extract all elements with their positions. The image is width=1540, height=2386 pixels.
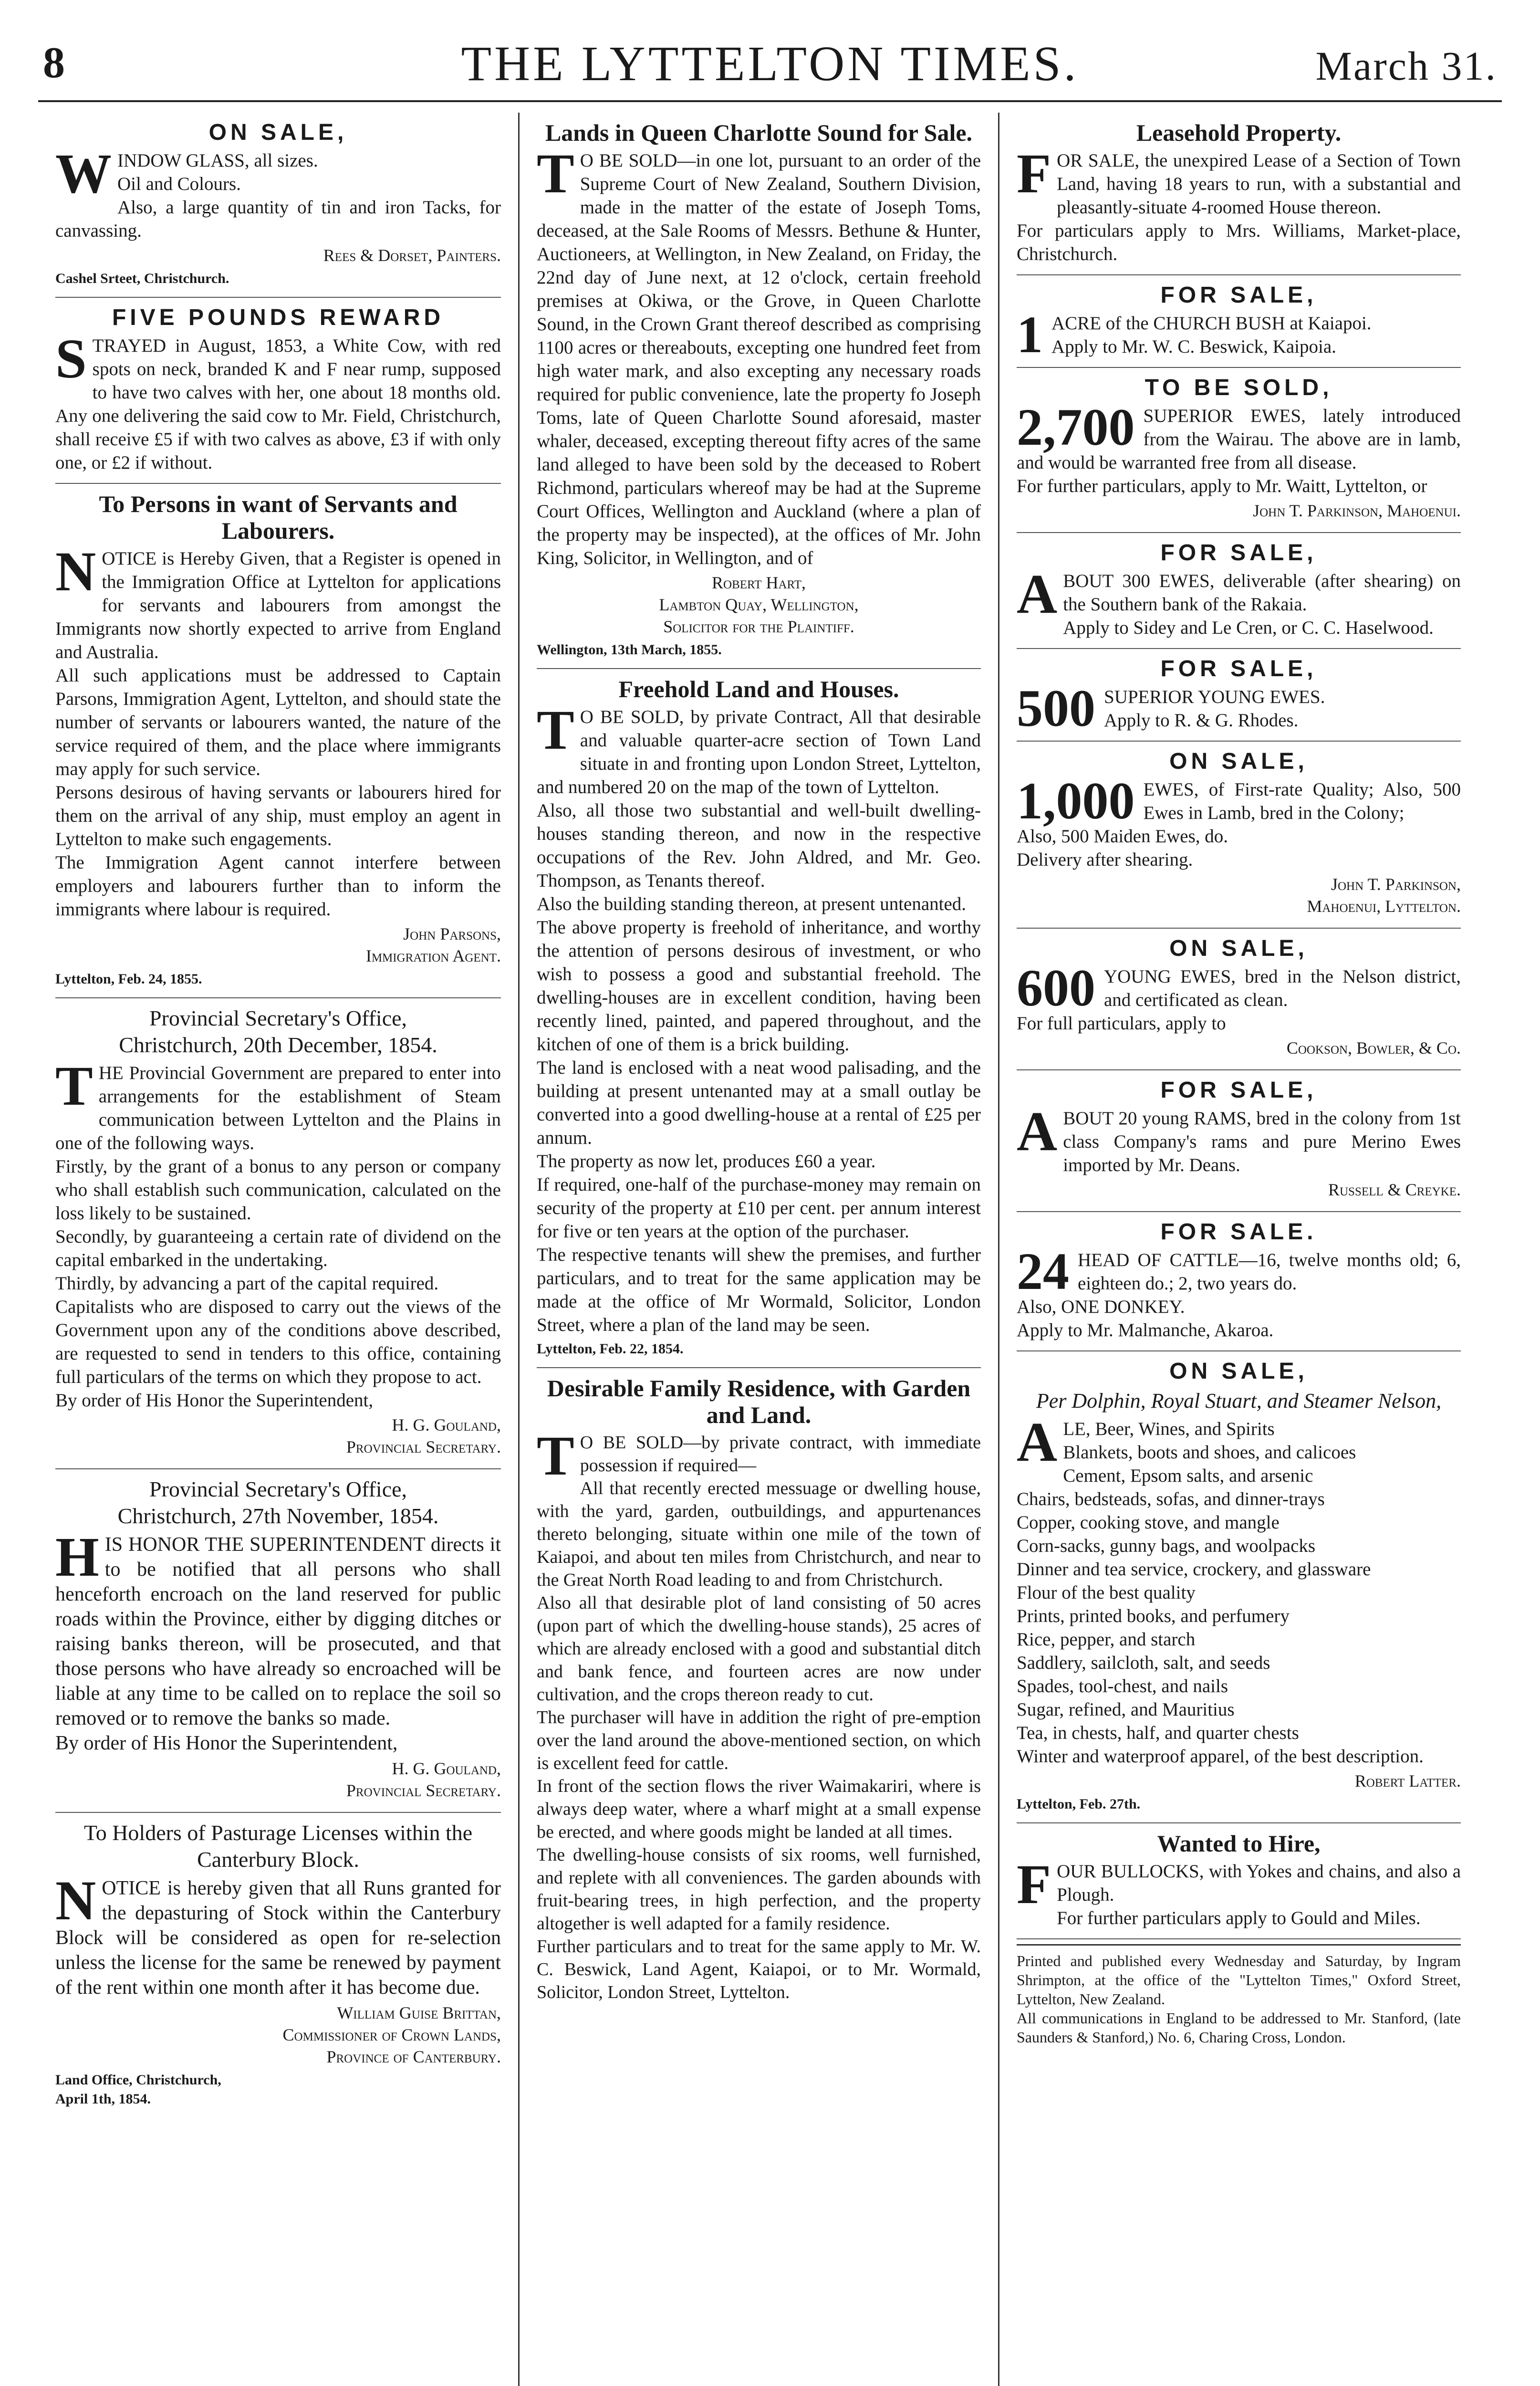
drop-cap: A: [1017, 1411, 1058, 1473]
ad-text: OTICE is Hereby Given, that a Register is opened in the Immigration Office at Lyttelton for applications for servants and labourers from amongst the Immigrants now shortly expected to arrive from England and Australia. All such applications must be addressed to Captain Parsons, Immigration Agent, Lyttelton, and should state the number of servants or labourers wanted, the nature of the service required of them, and the place where immigrants may apply for such service. Persons desirous of having servants or labourers hired for them on the arrival of any ship, must employ an agent in Lyttelton to make such engagements. The Immigration Agent cannot interfere between employers and labourers further than to inform the immigrants where labour is required.: [55, 548, 501, 920]
ad-text: BOUT 20 young RAMS, bred in the colony from 1st class Company's rams and pure Merino Ewes imported by Mr. Deans.: [1063, 1108, 1461, 1175]
ad-heading: Provincial Secretary's Office, Christchurch, 27th November, 1854.: [117, 1477, 439, 1528]
ad-signature: H. G. Gouland, Provincial Secretary.: [346, 1759, 501, 1800]
column-1: [38, 113, 518, 2386]
ad-body: [1017, 959, 1461, 1035]
ad-heading: Lands in Queen Charlotte Sound for Sale.: [545, 119, 973, 146]
ad-body: [1017, 142, 1461, 266]
ad-body: [55, 327, 501, 474]
ad-signature: John T. Parkinson, Mahoenui.: [1253, 501, 1461, 520]
ad-body: [1017, 1242, 1461, 1342]
ad-body: [1017, 398, 1461, 498]
ad-date: Lyttelton, Feb. 27th.: [1017, 1796, 1141, 1812]
ad-text: YOUNG EWES, bred in the Nelson district, and certificated as clean. For full particulars, apply to: [1017, 966, 1461, 1034]
ad-heading: Desirable Family Residence, with Garden and Land.: [547, 1375, 971, 1428]
ad-heading: ON SALE,: [1169, 749, 1308, 774]
ad-text: O BE SOLD—in one lot, pursuant to an order of the Supreme Court of New Zealand, Southern Division, made in the matter of the estate of Joseph Toms, deceased, at the Sale Rooms of Messrs. Bethune & Hunter, Auctioneers, at Wellington, in New Zealand, on Friday, the 22nd day of June next, at 12 o'clock, certain freehold premises at Okiwa, or the Grove, in Queen Charlotte Sound, in the Crown Grant thereof described as comprising 1100 acres or thereabouts, excepting one hundred feet from high water mark, and also excepting any necessary roads required for public convenience, late the property fo Joseph Toms, late of Queen Charlotte Sound aforesaid, master whaler, deceased, excepting thereout fifty acres of the same land alleged to have been sold by the deceased to Robert Richmond, particulars whereof may be had at the Supreme Court Offices, Wellington and Auckland (where a plan of the property may be inspected), at the offices of Mr. John King, Solicitor, in Wellington, and of: [537, 150, 981, 568]
column-3: [998, 113, 1478, 2386]
drop-cap: T: [537, 142, 574, 205]
ad-stores: [1017, 1351, 1461, 1823]
ad-body: [55, 1869, 501, 2000]
newspaper-title: THE LYTTELTON TIMES.: [461, 36, 1079, 91]
drop-cap: N: [55, 1869, 96, 1932]
ad-body: [1017, 772, 1461, 871]
ad-reward: [55, 298, 501, 484]
ad-body: [55, 1526, 501, 1756]
ad-body: [537, 699, 981, 1337]
ad-signature: Russell & Creyke.: [1328, 1180, 1461, 1199]
ad-text: SUPERIOR YOUNG EWES. Apply to R. & G. Rhodes.: [1104, 687, 1325, 731]
ad-body: [55, 142, 501, 242]
ad-text: OTICE is hereby given that all Runs granted for the depasturing of Stock within the Canterbury Block will be considered as open for re-selection unless the license for the same be renewed by payment of the rent within one month after it has become due.: [55, 1877, 501, 1999]
ad-signature: John Parsons, Immigration Agent.: [365, 924, 501, 965]
ad-text: LE, Beer, Wines, and Spirits Blankets, boots and shoes, and calicoes Cement, Epsom salts, and arsenic Chairs, bedsteads, sofas, and dinner-trays Copper, cooking stove, and mangle Corn-sacks, gunny bags, and woolpacks Dinner and tea service, crockery, and glassware Flour of the best quality Prints, printed books, and perfumery Rice, pepper, and starch Saddlery, sailcloth, salt, and seeds Spades, tool-chest, and nails Sugar, refined, and Mauritius Tea, in chests, half, and quarter chests Winter and waterproof apparel, of the best description.: [1017, 1419, 1424, 1767]
ad-young-ewes-600: [1017, 929, 1461, 1070]
ad-date: Land Office, Christchurch, April 1th, 1854.: [55, 2072, 221, 2107]
ad-heading: FOR SALE,: [1160, 540, 1317, 565]
ad-signature: William Guise Brittan, Commissioner of Crown Lands, Province of Canterbury.: [282, 2003, 501, 2066]
ad-text: TRAYED in August, 1853, a White Cow, with red spots on neck, branded K and F near rump, supposed to have two calves with her, one about 18 months old. Any one delivering the said cow to Mr. Field, Christchurch, shall receive £5 if with two calves as above, £3 if with only one, or £2 if without.: [55, 335, 501, 473]
ad-freehold: [537, 669, 981, 1368]
ad-text: EWES, of First-rate Quality; Also, 500 Ewes in Lamb, bred in the Colony; Also, 500 Maiden Ewes, do. Delivery after shearing.: [1017, 779, 1461, 870]
drop-cap: N: [55, 540, 96, 603]
lot-number: 1,000: [1017, 772, 1135, 830]
ad-heading: FOR SALE,: [1160, 283, 1317, 308]
ad-ewes-300: [1017, 533, 1461, 649]
ad-date: Lyttelton, Feb. 24, 1855.: [55, 971, 202, 987]
ad-body: [1017, 1411, 1461, 1768]
ad-heading: FOR SALE.: [1160, 1219, 1317, 1245]
lot-number: 500: [1017, 679, 1095, 737]
ad-heading: To Holders of Pasturage Licenses within the Canterbury Block.: [83, 1821, 473, 1872]
lot-number: 24: [1017, 1242, 1069, 1300]
ad-ewes-1000: [1017, 742, 1461, 929]
ad-body: [537, 142, 981, 570]
ad-ewes-2700: [1017, 368, 1461, 533]
ad-address: Cashel Srteet, Christchurch.: [55, 271, 229, 286]
ad-text: SUPERIOR EWES, lately introduced from the Wairau. The above are in lamb, and would be warranted free from all disease. For further particulars, apply to Mr. Waitt, Lyttelton, or: [1017, 406, 1461, 496]
ad-church-bush: [1017, 275, 1461, 368]
ad-heading: Provincial Secretary's Office, Christchurch, 20th December, 1854.: [119, 1006, 437, 1057]
ad-text: ACRE of the CHURCH BUSH at Kaiapoi. Apply to Mr. W. C. Beswick, Kaipoia.: [1051, 313, 1372, 357]
ad-subheading: Per Dolphin, Royal Stuart, and Steamer Nelson,: [1036, 1389, 1442, 1413]
drop-cap: F: [1017, 142, 1051, 205]
ad-heading: Wanted to Hire,: [1157, 1830, 1321, 1857]
ad-text: OUR BULLOCKS, with Yokes and chains, and also a Plough. For further particulars apply to Gould and Miles.: [1057, 1861, 1461, 1928]
ad-signature: Rees & Dorset, Painters.: [323, 246, 501, 265]
drop-cap: T: [537, 699, 574, 761]
ad-bullocks: [1017, 1823, 1461, 1939]
ad-text: HEAD OF CATTLE—16, twelve months old; 6, eighteen do.; 2, two years do. Also, ONE DONKEY. Apply to Mr. Malmanche, Akaroa.: [1017, 1250, 1461, 1340]
ad-body: [1017, 305, 1461, 364]
ad-heading: FIVE POUNDS REWARD: [112, 305, 445, 330]
ad-heading: FOR SALE,: [1160, 656, 1317, 681]
ad-cattle: [1017, 1212, 1461, 1351]
ad-heading: ON SALE,: [208, 120, 348, 145]
ad-signature: John T. Parkinson, Mahoenui, Lyttelton.: [1307, 875, 1461, 916]
lot-number: 600: [1017, 959, 1095, 1017]
drop-cap: F: [1017, 1853, 1051, 1915]
ad-rams: [1017, 1070, 1461, 1212]
ad-body: [55, 540, 501, 921]
printer-imprint: Printed and published every Wednesday and Saturday, by Ingram Shrimpton, at the office of the "Lyttelton Times," Oxford Street, Lyttelton, New Zealand. All communications in England to be addressed to Mr. Stanford, (late Saunders & Stanford,) No. 6, Charing Cross, London.: [1017, 1944, 1461, 2047]
ad-pasturage: [55, 1813, 501, 2117]
ad-date: Wellington, 13th March, 1855.: [537, 642, 722, 658]
drop-cap: H: [55, 1526, 99, 1588]
lot-number: 1: [1017, 305, 1043, 364]
ad-leasehold: [1017, 113, 1461, 275]
ad-heading: To Persons in want of Servants and Labourers.: [99, 491, 458, 544]
ad-queen-charlotte: [537, 113, 981, 669]
ad-text: IS HONOR THE SUPERINTENDENT directs it to be notified that all persons who shall henceforth encroach on the land reserved for public roads within the Province, either by digging ditches or raising banks thereon, will be prosecuted, and that those persons who have already so encroached will be liable at any time to be called on to replace the soil so removed or to remove the banks so made. By order of His Honor the Superintendent,: [55, 1534, 501, 1754]
lot-number: 2,700: [1017, 398, 1135, 456]
ad-family-residence: [537, 1368, 981, 2012]
ad-text: O BE SOLD—by private contract, with immediate possession if required— All that recently erected messuage or dwelling house, with the yard, garden, outbuildings, and appurtenances thereto belonging, situate within one mile of the town of Kaiapoi, and about ten miles from Christchurch, and near to the Great North Road leading to and from Christchurch. Also all that desirable plot of land consisting of 50 acres (upon part of which the dwelling-house stands), 25 acres of which are already enclosed with a good and substantial ditch and bank fence, and fourteen acres are now under cultivation, and the crops thereon ready to cut. The purchaser will have in addition the right of pre-emption over the land around the above-mentioned section, on which is excellent feed for cattle. In front of the section flows the river Waimakariri, where is always deep water, where a wharf might at a small expense be erected, and where goods might be landed at all times. The dwelling-house consists of six rooms, well furnished, and replete with all conveniences. The garden abounds with fruit-bearing trees, in high perfection, and the property altogether is well adapted for a family residence. Further particulars and to treat for the same apply to Mr. W. C. Beswick, Land Agent, Kaiapoi, or to Mr. Wormald, Solicitor, London Street, Lyttelton.: [537, 1433, 981, 2002]
masthead: [38, 29, 1502, 102]
ad-signature: Robert Hart, Lambton Quay, Wellington, Solicitor for the Plaintiff.: [659, 573, 859, 636]
ad-text: HE Provincial Government are prepared to enter into arrangements for the establishment of Steam communication between Lyttelton and the Plains in one of the following ways. Firstly, by the grant of a bonus to any person or company who shall establish such communication, calculated on the loss likely to be sustained. Secondly, by guaranteeing a certain rate of dividend on the capital embarked in the undertaking. Thirdly, by advancing a part of the capital required. Capitalists who are disposed to carry out the views of the Government upon any of the conditions above described, are requested to send in tenders to this office, containing full particulars of the terms on which they propose to act. By order of His Honor the Superintendent,: [55, 1063, 501, 1411]
ad-servants: [55, 484, 501, 998]
ad-text: OR SALE, the unexpired Lease of a Section of Town Land, having 18 years to run, with a substantial and pleasantly-situate 4-roomed House thereon. For particulars apply to Mrs. Williams, Market-place, Christchurch.: [1017, 150, 1461, 264]
columns: [38, 113, 1502, 2386]
ad-steam-communication: [55, 998, 501, 1469]
column-2: [518, 113, 998, 2386]
ad-heading: ON SALE,: [1169, 936, 1308, 961]
drop-cap: S: [55, 327, 87, 390]
ad-window-glass: [55, 113, 501, 298]
drop-cap: A: [1017, 563, 1058, 625]
ad-heading: Leasehold Property.: [1136, 119, 1342, 146]
issue-date: March 31.: [1315, 43, 1497, 89]
ad-body: [537, 1424, 981, 2004]
ad-signature: H. G. Gouland, Provincial Secretary.: [346, 1415, 501, 1456]
ad-public-roads: [55, 1469, 501, 1813]
ad-body: [55, 1055, 501, 1412]
ad-date: Lyttelton, Feb. 22, 1854.: [537, 1341, 684, 1357]
ad-heading: TO BE SOLD,: [1145, 375, 1333, 400]
drop-cap: T: [55, 1055, 93, 1117]
ad-body: [1017, 1853, 1461, 1930]
ad-text: INDOW GLASS, all sizes. Oil and Colours. Also, a large quantity of tin and iron Tacks, for canvassing.: [55, 150, 501, 241]
drop-cap: T: [537, 1424, 574, 1487]
ad-young-ewes-500: [1017, 649, 1461, 742]
ad-body: [1017, 563, 1461, 639]
drop-cap: A: [1017, 1100, 1058, 1162]
page-number: 8: [43, 38, 65, 87]
ad-heading: Freehold Land and Houses.: [618, 676, 899, 702]
ad-text: BOUT 300 EWES, deliverable (after shearing) on the Southern bank of the Rakaia. Apply to Sidey and Le Cren, or C. C. Haselwood.: [1063, 571, 1461, 638]
ad-signature: Robert Latter.: [1354, 1771, 1461, 1790]
ad-text: O BE SOLD, by private Contract, All that desirable and valuable quarter-acre section of Town Land situate in and fronting upon London Street, Lyttelton, and numbered 20 on the map of the town of Lyttelton. Also, all those two substantial and well-built dwelling-houses standing thereon, and now in the respective occupations of the Rev. John Aldred, and Mr. Geo. Thompson, as Tenants thereof. Also the building standing thereon, at present untenanted. The above property is freehold of inheritance, and worthy the attention of persons desirous of investment, or who wish to possess a good and substantial freehold. The dwelling-houses are in excellent condition, having been recently lined, painted, and papered throughout, and the kitchen of one of them is a brick building. The land is enclosed with a neat wood palisading, and the building at present untenanted may at a small outlay be converted into a good dwelling-house at a rental of £25 per annum. The property as now let, produces £60 a year. If required, one-half of the purchase-money may remain on security of the property at £10 per cent. per annum interest for five or ten years at the option of the purchaser. The respective tenants will shew the premises, and further particulars, and to treat for the same application may be made at the office of Mr Wormald, Solicitor, London Street, where a plan of the land may be seen.: [537, 707, 981, 1335]
ad-heading: FOR SALE,: [1160, 1078, 1317, 1103]
ad-body: [1017, 1100, 1461, 1177]
ad-body: [1017, 679, 1461, 737]
ad-heading: ON SALE,: [1169, 1359, 1308, 1384]
ad-signature: Cookson, Bowler, & Co.: [1286, 1038, 1461, 1057]
drop-cap: W: [55, 142, 112, 205]
